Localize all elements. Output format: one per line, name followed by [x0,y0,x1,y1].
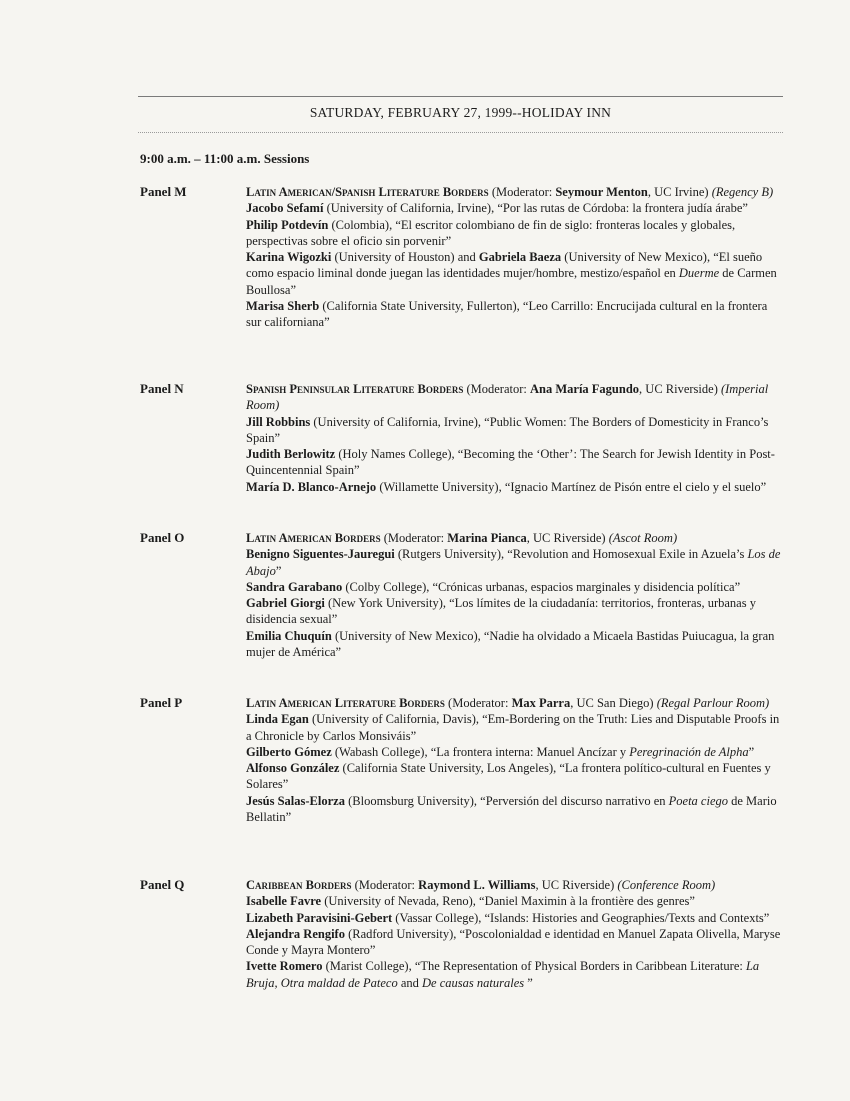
room-name: (Conference Room) [617,878,716,892]
author-name: Ivette Romero [246,959,323,974]
moderator-affiliation: , UC Riverside) [535,878,618,892]
paper-details: (Colombia), “El escritor colombiano de fin de siglo: fronteras locales y globales, perspectivas sobre el oficio sin porvenir” [246,217,736,248]
paper-details: (Marist College), “The Representation of Physical Borders in Caribbean Literature: [322,959,746,974]
work-title: La Bruja, Otra maldad de Pateco [246,959,760,990]
work-title: Peregrinación de Alpha [629,744,749,759]
paper-details: (Colby College), “Crónicas urbanas, espacios marginales y disidencia política” [342,579,741,594]
paper-entry [246,958,782,991]
moderator-affiliation: , UC Irvine) [647,185,712,199]
paper-entry [246,546,782,579]
moderator-affiliation: , UC Riverside) [526,531,609,545]
room-name: (Imperial Room) [246,382,769,413]
paper-details: (Rutgers University), “Revolution and Homosexual Exile in Azuela’s [394,547,748,562]
paper-details: (Holy Names College), “Becoming the ‘Other’: The Search for Jewish Identity in Post-Quincentennial Spain” [246,447,775,478]
paper-entry [246,926,782,959]
paper-entry [246,711,782,744]
paper-entry [246,910,782,926]
paper-entry [246,595,782,628]
author-name: Philip Potdevín [246,217,329,232]
moderator-affiliation: , UC San Diego) [570,696,657,710]
panel-label: Panel P [140,695,183,710]
moderator-prefix: (Moderator: [351,878,419,892]
paper-details: (California State University, Fullerton), “Leo Carrillo: Encrucijada cultural en la frontera sur californiana” [246,299,768,330]
panel-body [246,184,782,331]
author-name: Marisa Sherb [246,299,320,314]
moderator-prefix: (Moderator: [444,696,512,710]
panel-heading [246,695,782,711]
panel-label: Panel O [140,530,185,545]
room-name: (Regency B) [711,185,774,199]
paper-details: (University of Nevada, Reno), “Daniel Maximin à la frontière des genres” [321,894,695,909]
paper-details: ” [524,975,533,990]
paper-entry [246,446,782,479]
page-header: SATURDAY, FEBRUARY 27, 1999--HOLIDAY INN [309,105,612,120]
moderator-name: Marina Pianca [447,531,527,545]
paper-entry [246,744,782,760]
paper-details: (University of California, Irvine), “Public Women: The Borders of Domesticity in Franco’s Spain” [246,414,769,445]
room-name: (Ascot Room) [608,531,678,545]
paper-details: (University of New Mexico), “Nadie ha olvidado a Micaela Bastidas Puiucagua, la gran mujer de América” [246,628,775,660]
panel-title: Latin American Borders [246,531,381,545]
paper-details: (University of California, Davis), “Em-Bordering on the Truth: Lies and Disputable Proofs in a Chronicle by Carlos Monsiváis” [246,712,780,743]
panel-body [246,530,782,660]
panel-label: Panel Q [140,877,185,892]
panel-label: Panel M [140,184,187,199]
paper-details: ” [275,563,282,578]
author-name: Jesús Salas-Elorza [246,793,345,808]
paper-details: (University of California, Irvine), “Por las rutas de Córdoba: la frontera judía árabe” [323,201,748,216]
session-time: 9:00 a.m. – 11:00 a.m. Sessions [140,151,310,166]
paper-entry [246,579,782,595]
paper-details: (Wabash College), “La frontera interna: Manuel Ancízar y [331,744,630,759]
paper-details: (New York University), “Los límites de la ciudadanía: territorios, fronteras, urbanas y disidencia sexual” [246,596,756,627]
panel-title: Latin American/Spanish Literature Borders [246,185,489,199]
paper-details: and [397,975,423,990]
paper-entry [246,298,782,331]
moderator-name: Max Parra [511,696,571,710]
paper-entry [246,414,782,447]
paper-details: (University of Houston) and [331,250,479,265]
panel-heading [246,530,782,546]
author-name: Jill Robbins [246,414,311,429]
paper-entry [246,217,782,250]
paper-details: (Bloomsburg University), “Perversión del discurso narrativo en [344,793,669,808]
author-name: Jacobo Sefamí [246,201,324,216]
panel-body [246,381,782,495]
paper-entry [246,249,782,298]
work-title: De causas naturales [422,975,525,990]
paper-entry [246,628,782,661]
author-name: Isabelle Favre [246,894,322,909]
author-name: Sandra Garabano [246,579,343,594]
author-name: Alfonso González [246,761,340,776]
moderator-name: Seymour Menton [555,185,648,199]
author-name: Karina Wigozki [246,250,332,265]
paper-details: de Carmen Boullosa” [246,266,777,297]
moderator-prefix: (Moderator: [380,531,448,545]
panel-body [246,695,782,825]
moderator-prefix: (Moderator: [463,382,530,396]
author-name: Gilberto Gómez [246,744,332,759]
author-name: Benigno Siguentes-Jauregui [246,547,395,562]
paper-details: (Radford University), “Poscolonialdad e identidad en Manuel Zapata Olivella, Maryse Conde y Mayra Montero” [246,926,781,958]
panel-heading [246,877,782,893]
panel-title: Spanish Peninsular Literature Borders [246,382,464,396]
author-name: Linda Egan [246,712,309,727]
work-title: Duerme [678,266,720,281]
room-name: (Regal Parlour Room) [656,696,770,710]
author-name: María D. Blanco-Arnejo [246,479,377,494]
panel-label: Panel N [140,381,184,396]
author-name: Lizabeth Paravisini-Gebert [246,910,393,925]
moderator-prefix: (Moderator: [488,185,556,199]
author-name: Judith Berlowitz [246,447,336,462]
top-rule [138,96,783,97]
panel-title: Caribbean Borders [246,878,352,892]
paper-details: (Vassar College), “Islands: Histories and Geographies/Texts and Contexts” [392,910,770,925]
paper-entry [246,760,782,793]
panel-title: Latin American Literature Borders [246,696,445,710]
paper-entry [246,200,782,216]
work-title: Los de Abajo [246,547,781,578]
paper-entry [246,793,782,826]
paper-details: (Willamette University), “Ignacio Martínez de Pisón entre el cielo y el suelo” [376,479,767,494]
moderator-name: Ana María Fagundo [530,382,640,396]
paper-details: de Mario Bellatin” [246,793,777,825]
paper-details: (University of New Mexico), “El sueño como espacio liminal donde juegan las identidades mujer/hombre, mestizo/español en [246,250,763,281]
paper-details: ” [748,744,755,759]
work-title: Poeta ciego [668,793,728,808]
panel-body [246,877,782,991]
author-name: Emilia Chuquín [246,628,332,643]
author-name: Gabriel Giorgi [246,596,325,611]
author-name: Gabriela Baeza [478,250,562,265]
paper-details: (California State University, Los Angeles), “La frontera político-cultural en Fuentes y Solares” [246,761,771,792]
moderator-name: Raymond L. Williams [418,878,536,892]
panel-heading [246,381,782,414]
header-underline [138,132,783,133]
paper-entry [246,893,782,909]
panel-heading [246,184,782,200]
author-name: Alejandra Rengifo [246,926,345,941]
paper-entry [246,479,782,495]
moderator-affiliation: , UC Riverside) [639,382,721,396]
